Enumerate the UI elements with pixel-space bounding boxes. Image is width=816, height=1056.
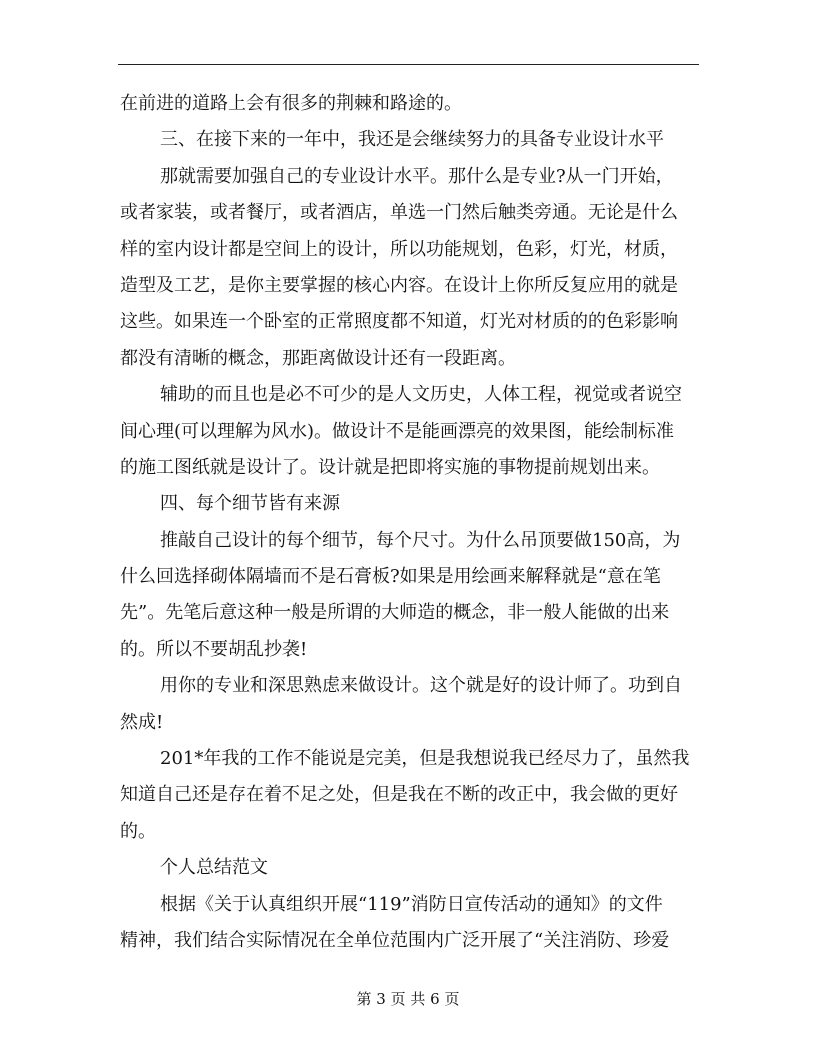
text-line: 造型及工艺，是你主要掌握的核心内容。在设计上你所反复应用的就是 [120, 274, 678, 296]
text-line: 的。 [120, 820, 156, 842]
text-line: 三、在接下来的一年中，我还是会继续努力的具备专业设计水平 [160, 129, 664, 151]
text-line: 什么回选择砌体隔墙而不是石膏板?如果是用绘画来解释就是“意在笔 [120, 566, 661, 588]
text-line: 都没有清晰的概念，那距离做设计还有一段距离。 [120, 347, 516, 369]
text-line: 在前进的道路上会有很多的荆棘和路途的。 [120, 93, 462, 114]
document-body [120, 86, 700, 959]
text-line: 的施工图纸就是设计了。设计就是把即将实施的事物提前规划出来。 [120, 456, 660, 478]
text-line: 先”。先笔后意这种一般是所谓的大师造的概念，非一般人能做的出来 [120, 602, 670, 624]
text-line: 样的室内设计都是空间上的设计，所以功能规划，色彩，灯光，材质， [120, 238, 678, 260]
text-line: 201*年我的工作不能说是完美，但是我想说我已经尽力了，虽然我 [160, 748, 690, 770]
text-line: 那就需要加强自己的专业设计水平。那什么是专业?从一门开始， [160, 165, 674, 187]
text-line: 知道自己还是存在着不足之处，但是我在不断的改正中，我会做的更好 [120, 784, 678, 806]
text-line: 推敲自己设计的每个细节，每个尺寸。为什么吊顶要做150高，为 [160, 529, 681, 551]
text-line: 间心理(可以理解为风水)。做设计不是能画漂亮的效果图，能绘制标准 [120, 420, 675, 442]
text-line: 精神，我们结合实际情况在全单位范围内广泛开展了“关注消防、珍爱 [120, 929, 670, 951]
text-line: 四、每个细节皆有来源 [160, 493, 340, 515]
header-rule [118, 64, 699, 65]
text-line: 根据《关于认真组织开展“119”消防日宣传活动的通知》的文件 [160, 893, 663, 915]
text-line: 这些。如果连一个卧室的正常照度都不知道，灯光对材质的的色彩影响 [120, 311, 678, 333]
text-line: 然成! [120, 711, 164, 733]
page-footer: 第 3 页 共 6 页 [356, 990, 460, 1008]
text-line: 个人总结范文 [160, 857, 268, 879]
text-line: 的。所以不要胡乱抄袭! [120, 638, 308, 660]
text-line: 辅助的而且也是必不可少的是人文历史，人体工程，视觉或者说空 [160, 384, 682, 406]
text-line: 或者家装，或者餐厅，或者酒店，单选一门然后触类旁通。无论是什么 [120, 202, 678, 224]
text-line: 用你的专业和深思熟虑来做设计。这个就是好的设计师了。功到自 [160, 675, 682, 697]
